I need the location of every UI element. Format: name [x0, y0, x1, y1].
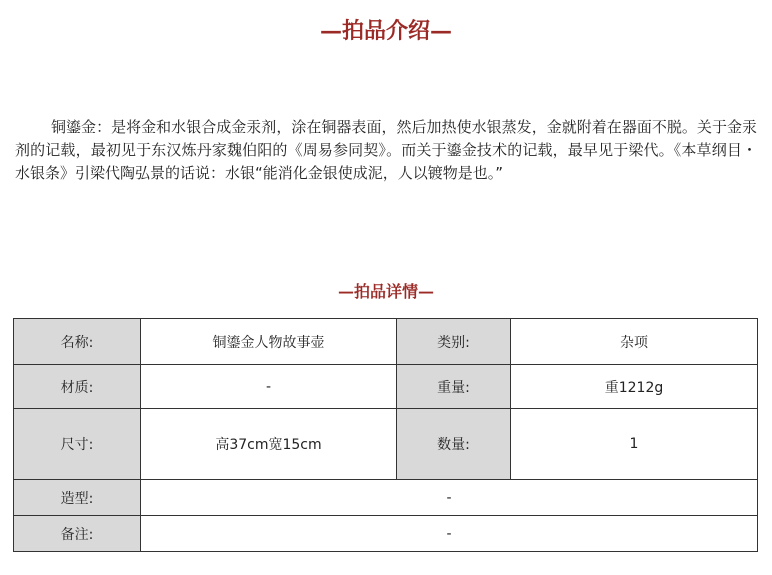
size-value: 高37cm宽15cm: [141, 409, 397, 480]
category-label: 类别:: [397, 319, 511, 365]
shape-value: -: [141, 480, 758, 516]
shape-label: 造型:: [14, 480, 141, 516]
notes-value: -: [141, 516, 758, 552]
notes-label: 备注:: [14, 516, 141, 552]
size-label: 尺寸:: [14, 409, 141, 480]
intro-paragraph: 铜鎏金：是将金和水银合成金汞剂，涂在铜器表面，然后加热使水银蒸发，金就附着在器面不脱。关于金汞剂的记载，最初见于东汉炼丹家魏伯阳的《周易参同契》。而关于鎏金技术的记载，最早见于梁代。《本草纲目・水银条》引梁代陶弘景的话说：水银“能消化金银使成泥，人以镀物是也。”: [15, 118, 757, 182]
table-row-name: [14, 319, 758, 365]
name-value: 铜鎏金人物故事壶: [141, 319, 397, 365]
details-heading: —拍品详情—: [337, 282, 434, 301]
material-value: -: [141, 365, 397, 409]
table-row-size: [14, 409, 758, 480]
quantity-label: 数量:: [397, 409, 511, 480]
name-label: 名称:: [14, 319, 141, 365]
details-table: [13, 318, 758, 552]
table-row-notes: [14, 516, 758, 552]
weight-label: 重量:: [397, 365, 511, 409]
table-row-shape: [14, 480, 758, 516]
quantity-value: 1: [511, 409, 758, 480]
material-label: 材质:: [14, 365, 141, 409]
intro-heading: —拍品介绍—: [319, 18, 452, 44]
table-row-material: [14, 365, 758, 409]
weight-value: 重1212g: [511, 365, 758, 409]
category-value: 杂项: [511, 319, 758, 365]
